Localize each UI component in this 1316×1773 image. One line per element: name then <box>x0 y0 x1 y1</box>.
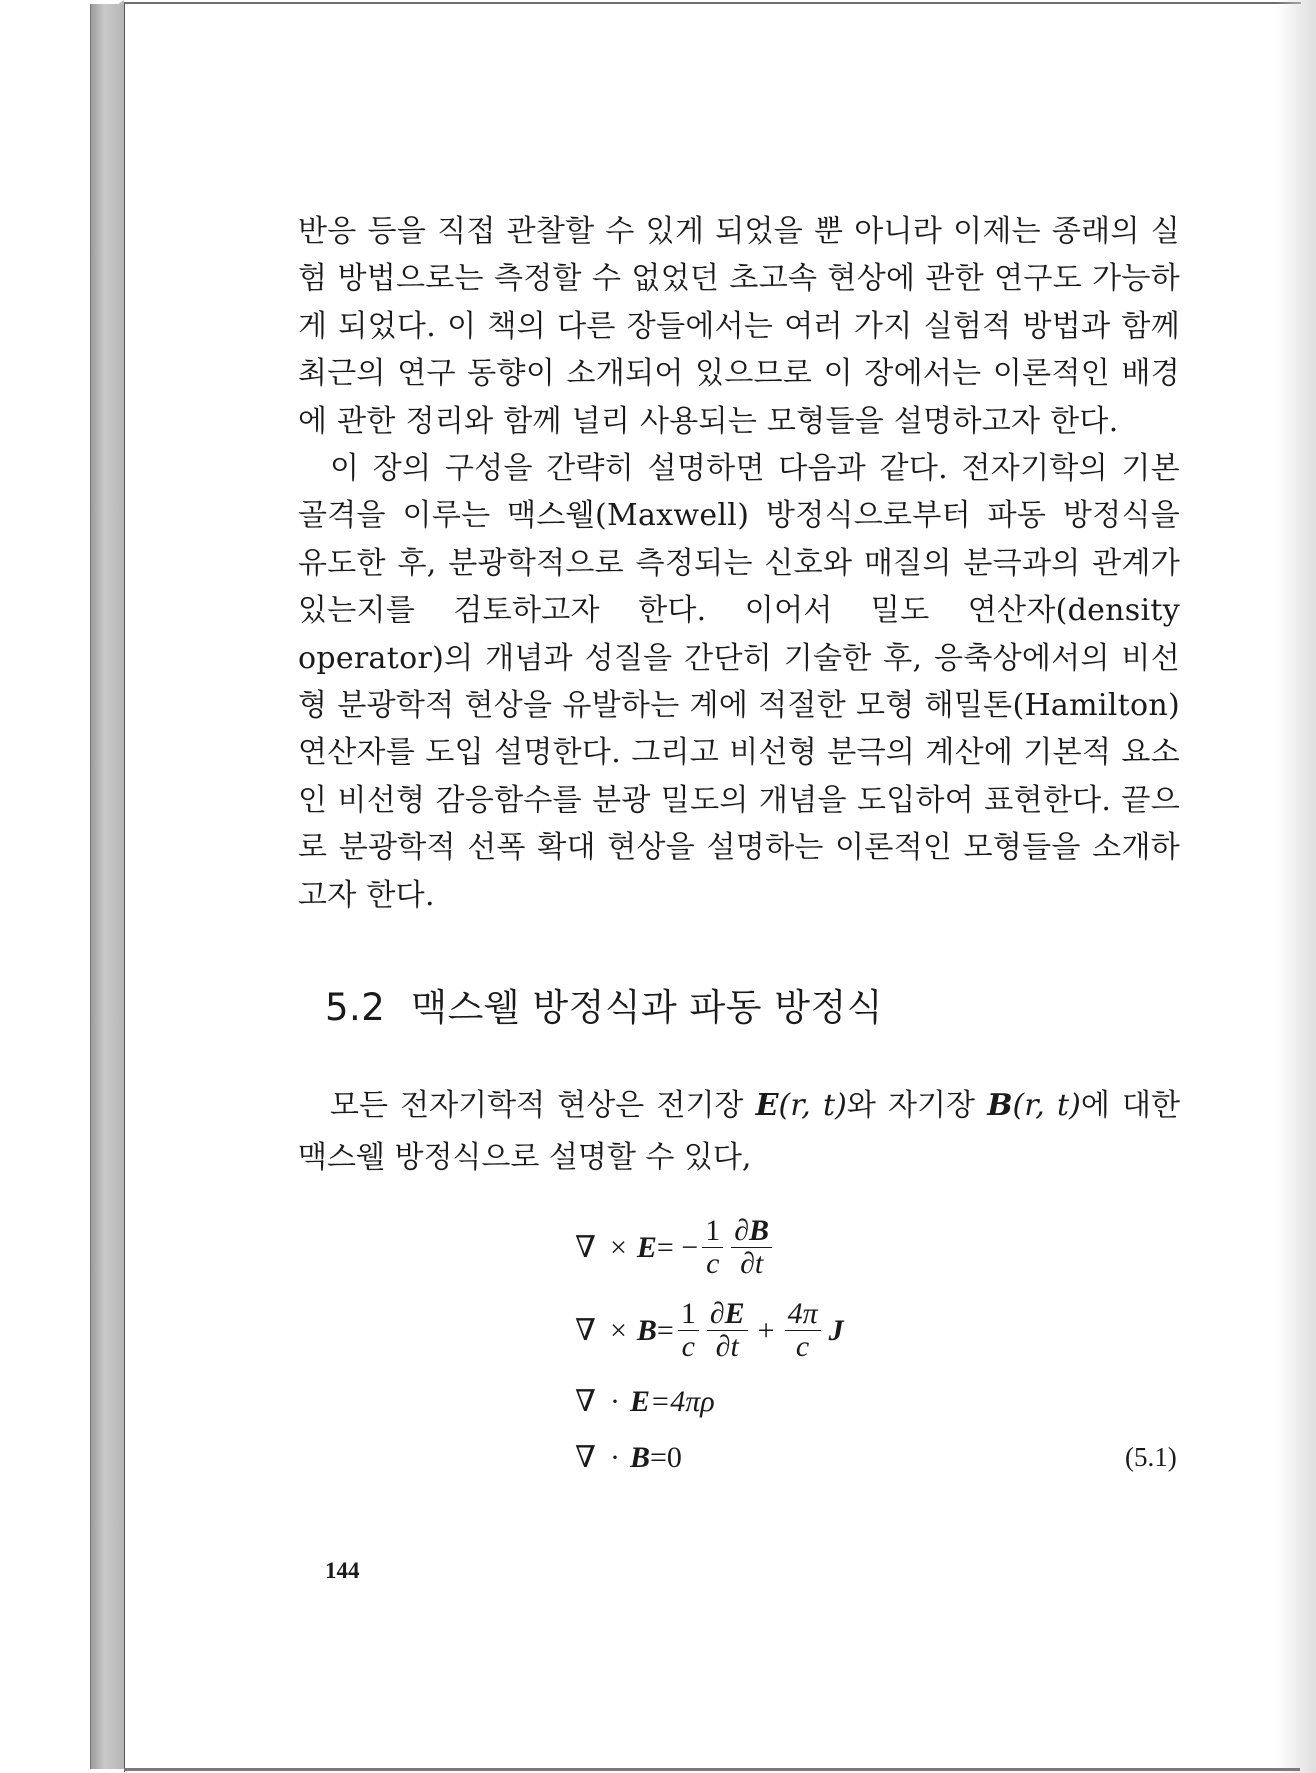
intro-text-2: 와 자기장 <box>846 1088 988 1123</box>
dot-operator: · <box>609 1384 620 1418</box>
section-title: 맥스웰 방정식과 파동 방정식 <box>411 986 884 1029</box>
equals-sign: = − <box>656 1230 699 1264</box>
nabla-symbol: ∇ <box>575 1314 596 1347</box>
paragraph-2: 이 장의 구성을 간략히 설명하면 다음과 같다. 전자기학의 기본 골격을 이루는 맥스웰(Maxwell) 방정식으로부터 파동 방정식을 유도한 후, 분광학적으로 측정되는 신호와 매질의 분극과의 관계가 있는지를 검토하고자 한다. 이어서 밀도 연산자(density operator)의 개념과 성질을 간단히 기술한 후, 응축상에서의 비선형 분광학적 현상을 유발하는 계에 적절한 모형 해밀톤(Hamilton) 연산자를 도입 설명한다. 그리고 비선형 분극의 계산에 기본적 요소인 비선형 감응함수를 분광 밀도의 개념을 도입하여 표현한다. 끝으로 분광학적 선폭 확대 현상을 설명하는 이론적인 모형들을 소개하고자 한다. <box>298 451 1180 913</box>
nabla-symbol: ∇ <box>575 1441 596 1474</box>
equation-rhs: =0 <box>649 1440 682 1474</box>
intro-text-1: 모든 전자기학적 현상은 전기장 <box>330 1088 756 1123</box>
equation-variable: B <box>629 1440 650 1474</box>
plus-sign: + <box>757 1313 775 1347</box>
nabla-symbol: ∇ <box>575 1385 596 1418</box>
cross-operator: × <box>609 1313 627 1347</box>
fraction-denominator: ∂t <box>715 1330 739 1363</box>
fraction-numerator: ∂B <box>731 1215 772 1248</box>
fraction-denominator: ∂t <box>740 1247 764 1280</box>
fraction-denominator: c <box>795 1330 810 1363</box>
cross-operator: × <box>609 1230 627 1264</box>
electric-field-args: (r, t) <box>778 1088 847 1123</box>
fraction <box>785 1298 821 1363</box>
magnetic-field-symbol: B <box>987 1088 1013 1123</box>
equation-ampere <box>575 1298 844 1363</box>
book-spine <box>90 4 125 1769</box>
equation-variable: E <box>629 1384 650 1418</box>
fraction-numerator: 1 <box>702 1215 723 1248</box>
electric-field-symbol: E <box>755 1088 779 1123</box>
fraction-denominator: c <box>681 1330 695 1363</box>
fraction <box>702 1215 723 1280</box>
body-text <box>298 208 1180 919</box>
page-bottom-edge <box>124 1768 1300 1771</box>
page-right-shadow <box>1276 0 1316 1773</box>
fraction <box>707 1298 748 1363</box>
fraction-numerator: 4π <box>785 1298 821 1331</box>
intro-paragraph <box>298 1080 1180 1184</box>
equals-sign: = <box>656 1313 674 1347</box>
fraction-numerator: 1 <box>678 1298 699 1331</box>
magnetic-field-args: (r, t) <box>1012 1088 1081 1123</box>
intro-text-3: 에 대한 맥스웰 방정식으로 설명할 수 있다, <box>298 1088 1180 1175</box>
fraction-denominator: c <box>706 1247 720 1280</box>
fraction <box>731 1215 772 1280</box>
equation-variable: E <box>636 1230 657 1264</box>
paragraph-1: 반응 등을 직접 관찰할 수 있게 되었을 뿐 아니라 이제는 종래의 실험 방법으로는 측정할 수 없었던 초고속 현상에 관한 연구도 가능하게 되었다. 이 책의 다른 장들에서는 여러 가지 실험적 방법과 함께 최근의 연구 동향이 소개되어 있으므로 이 장에서는 이론적인 배경에 관한 정리와 함께 널리 사용되는 모형들을 설명하고자 한다. <box>298 214 1180 439</box>
equation-gauss-electric <box>575 1384 715 1419</box>
equation-number: (5.1) <box>1125 1442 1177 1472</box>
dot-operator: · <box>609 1440 620 1474</box>
fraction-numerator: ∂E <box>707 1298 748 1331</box>
page-number: 144 <box>325 1558 360 1583</box>
fraction <box>678 1298 699 1363</box>
equation-rhs: =4πρ <box>649 1384 715 1418</box>
section-heading <box>325 977 883 1031</box>
nabla-symbol: ∇ <box>575 1231 596 1264</box>
equation-gauss-magnetic <box>575 1440 682 1475</box>
equation-faraday <box>575 1215 776 1280</box>
equation-variable: B <box>636 1313 657 1347</box>
current-density-symbol: J <box>828 1313 844 1347</box>
section-number: 5.2 <box>325 986 386 1029</box>
